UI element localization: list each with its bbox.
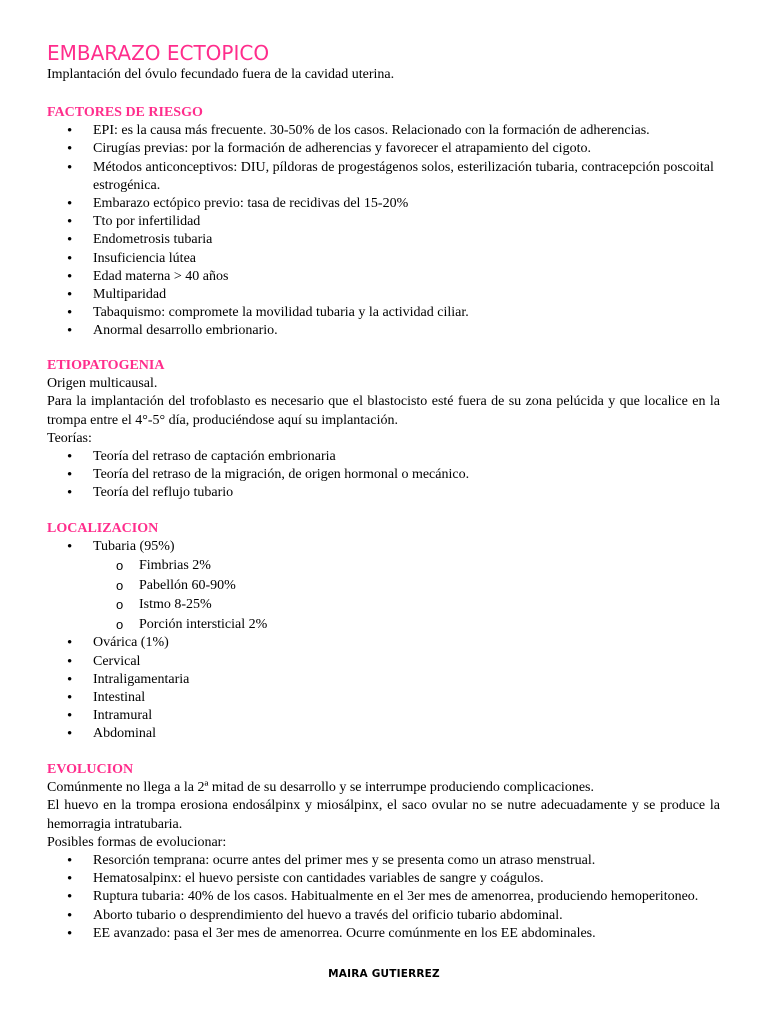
heading-evolucion: EVOLUCION [47,762,134,777]
factores-list [47,122,720,340]
list-item: • Intramural [47,707,720,725]
section-evolucion [47,761,720,943]
localizacion-list [47,538,720,556]
intro-block [47,66,720,84]
sublist-item: o Pabellón 60-90% [47,576,720,596]
list-item: • EPI: es la causa más frecuente. 30-50% de los casos. Relacionado con la formación de adherencias. [47,122,720,140]
list-item: • Ovárica (1%) [47,634,720,652]
evolucion-p2: El huevo en la trompa erosiona endosálpinx y miosálpinx, el saco ovular no se nutre adecuadamente y se produce la hemorragia intratubaria. [47,798,720,832]
etiopatogenia-p1: Origen multicausal. [47,376,158,392]
list-item: • Cirugías previas: por la formación de adherencias y favorecer el atrapamiento del cigoto. [47,140,720,158]
evolucion-list [47,852,720,943]
list-item: • EE avanzado: pasa el 3er mes de amenorrea. Ocurre comúnmente en los EE abdominales. [47,925,720,943]
list-item: • Edad materna > 40 años [47,268,720,286]
list-item: • Abdominal [47,725,720,743]
list-item: • Teoría del reflujo tubario [47,484,720,502]
list-item: • Tubaria (95%) [47,538,720,556]
list-item: • Aborto tubario o desprendimiento del huevo a través del orificio tubario abdominal. [47,907,720,925]
list-item: • Tabaquismo: compromete la movilidad tubaria y la actividad ciliar. [47,304,720,322]
list-item: • Multiparidad [47,286,720,304]
tubaria-sublist [47,556,720,634]
list-item: • Teoría del retraso de la migración, de origen hormonal o mecánico. [47,466,720,484]
section-factores [47,104,720,341]
teorias-list [47,448,720,503]
section-etiopatogenia [47,357,720,503]
list-item: • Ruptura tubaria: 40% de los casos. Habitualmente en el 3er mes de amenorrea, produciendo hemoperitoneo. [47,888,720,906]
heading-etiopatogenia: ETIOPATOGENIA [47,358,165,373]
list-item: • Métodos anticonceptivos: DIU, píldoras de progestágenos solos, esterilización tubaria, contracepción poscoital estrogénica. [47,159,720,195]
sublist-item: o Fimbrias 2% [47,556,720,576]
evolucion-p3: Posibles formas de evolucionar: [47,834,227,850]
list-item: • Intraligamentaria [47,671,720,689]
list-item: • Tto por infertilidad [47,213,720,231]
list-item: • Insuficiencia lútea [47,250,720,268]
intro-text: Implantación del óvulo fecundado fuera de la cavidad uterina. [47,67,395,82]
etiopatogenia-p3: Teorías: [47,430,92,446]
section-localizacion [47,520,720,744]
list-item: • Hematosalpinx: el huevo persiste con cantidades variables de sangre y coágulos. [47,870,720,888]
list-item: • Intestinal [47,689,720,707]
footer-author: MAIRA GUTIERREZ [328,968,440,980]
list-item: • Endometrosis tubaria [47,231,720,249]
document-title: EMBARAZO ECTOPICO [47,41,270,65]
sublist-item: o Istmo 8-25% [47,595,720,615]
evolucion-p1: Comúnmente no llega a la 2ª mitad de su desarrollo y se interrumpe produciendo complicaciones. [47,780,594,796]
heading-localizacion: LOCALIZACION [47,521,159,536]
heading-factores: FACTORES DE RIESGO [47,105,203,120]
list-item: • Embarazo ectópico previo: tasa de recidivas del 15-20% [47,195,720,213]
list-item: • Teoría del retraso de captación embrionaria [47,448,720,466]
list-item: • Cervical [47,653,720,671]
sublist-item: o Porción intersticial 2% [47,615,720,635]
list-item: • Anormal desarrollo embrionario. [47,322,720,340]
localizacion-list-rest [47,634,720,743]
list-item: • Resorción temprana: ocurre antes del primer mes y se presenta como un atraso menstrual. [47,852,720,870]
etiopatogenia-p2: Para la implantación del trofoblasto es necesario que el blastocisto esté fuera de su zona pelúcida y que localice en la trompa entre el 4°-5° día, produciéndose aquí su implantación. [47,394,720,428]
